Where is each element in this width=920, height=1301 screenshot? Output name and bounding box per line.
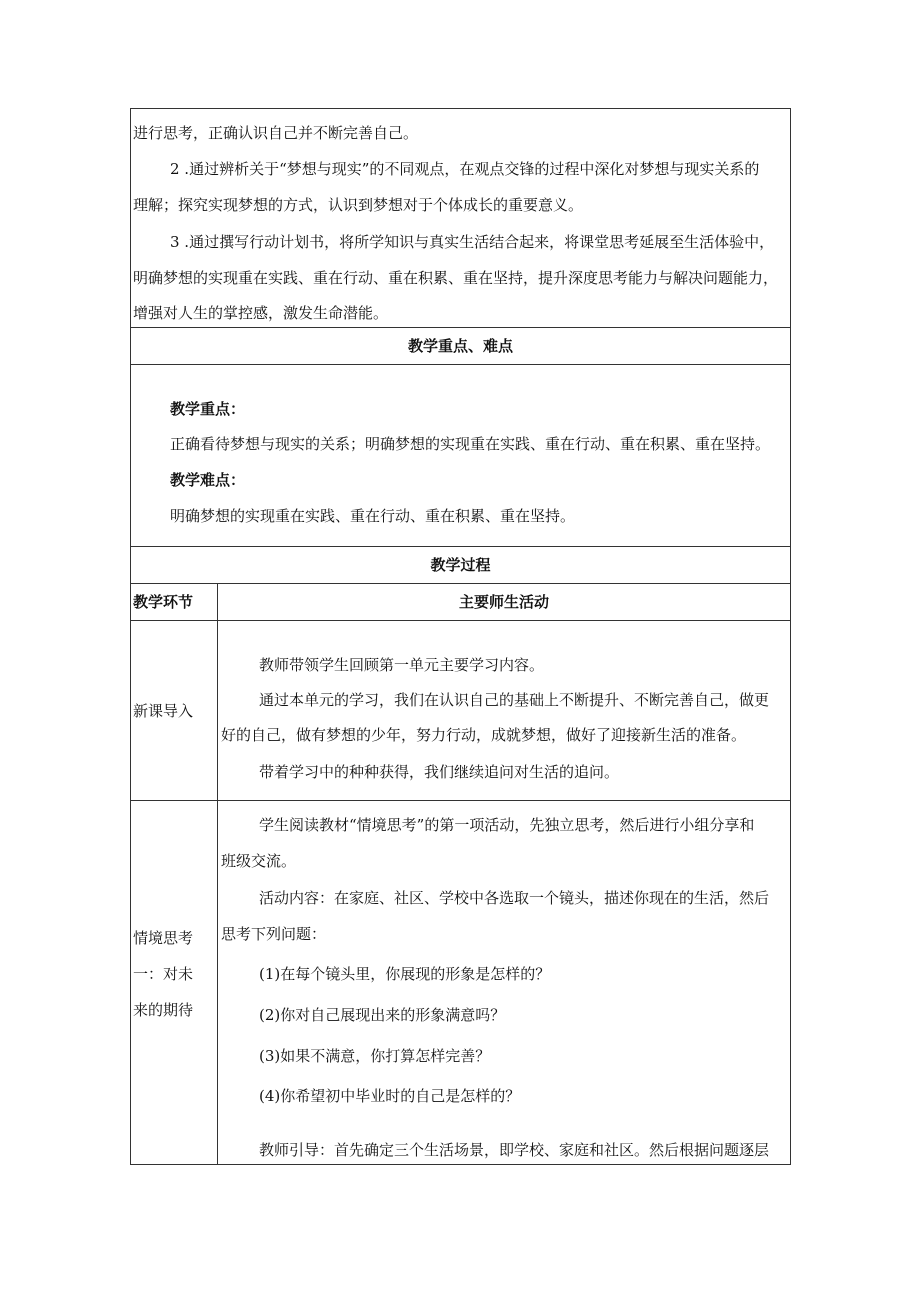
stage-intro: 新课导入: [133, 702, 194, 720]
column-header-stage: 教学环节: [133, 593, 194, 611]
objective-3-line-1: 3 .通过撰写行动计划书，将所学知识与真实生活结合起来，将课堂思考延展至生活体验中，: [170, 233, 775, 251]
stage-scenario-line-3: 来的期待: [133, 1001, 194, 1019]
key-points-header: 教学重点、难点: [407, 337, 513, 355]
activity-line: (2)你对自己展现出来的形象满意吗？: [259, 1006, 506, 1024]
process-header: 教学过程: [430, 556, 491, 574]
row-divider: [130, 583, 791, 584]
objective-2-line-2: 理解；探究实现梦想的方式，认识到梦想对于个体成长的重要意义。: [133, 196, 584, 214]
difficulty-label: 教学难点：: [170, 471, 246, 489]
difficulty-text: 明确梦想的实现重在实践、重在行动、重在积累、重在坚持。: [170, 507, 576, 525]
activity-line: 活动内容：在家庭、社区、学校中各选取一个镜头，描述你现在的生活，然后: [259, 889, 770, 907]
row-divider: [130, 546, 791, 547]
stage-scenario-line-2: 一：对未: [133, 965, 194, 983]
activity-line: (4)你希望初中毕业时的自己是怎样的？: [259, 1087, 521, 1105]
row-divider: [130, 327, 791, 328]
activity-line: 教师带领学生回顾第一单元主要学习内容。: [259, 656, 545, 674]
activity-line: 通过本单元的学习，我们在认识自己的基础上不断提升、不断完善自己，做更: [259, 691, 770, 709]
objective-3-line-3: 增强对人生的掌控感，激发生命潜能。: [133, 304, 389, 322]
activity-line: 思考下列问题：: [221, 925, 327, 943]
focus-text: 正确看待梦想与现实的关系；明确梦想的实现重在实践、重在行动、重在积累、重在坚持。: [170, 435, 771, 453]
activity-line: 好的自己，做有梦想的少年，努力行动，成就梦想，做好了迎接新生活的准备。: [221, 726, 747, 744]
objective-3-line-2: 明确梦想的实现重在实践、重在行动、重在积累、重在坚持，提升深度思考能力与解决问题能力，: [133, 269, 779, 287]
activity-line: 班级交流。: [221, 852, 297, 870]
stage-scenario-line-1: 情境思考: [133, 929, 194, 947]
row-divider: [130, 364, 791, 365]
activity-line: (1)在每个镜头里，你展现的形象是怎样的？: [259, 965, 551, 983]
column-divider: [217, 583, 218, 1165]
objective-2-line-1: 2 .通过辨析关于“梦想与现实”的不同观点，在观点交锋的过程中深化对梦想与现实关系的: [170, 160, 760, 178]
activity-line: 带着学习中的种种获得，我们继续追问对生活的追问。: [259, 763, 620, 781]
objective-line-0: 进行思考，正确认识自己并不断完善自己。: [133, 124, 419, 142]
activity-line: (3)如果不满意，你打算怎样完善？: [259, 1047, 491, 1065]
row-divider: [130, 620, 791, 621]
row-divider: [130, 800, 791, 801]
column-header-activity: 主要师生活动: [458, 593, 549, 611]
activity-line: 学生阅读教材“情境思考”的第一项活动，先独立思考，然后进行小组分享和: [259, 816, 755, 834]
focus-label: 教学重点：: [170, 400, 246, 418]
activity-line: 教师引导：首先确定三个生活场景，即学校、家庭和社区。然后根据问题逐层: [259, 1141, 770, 1159]
